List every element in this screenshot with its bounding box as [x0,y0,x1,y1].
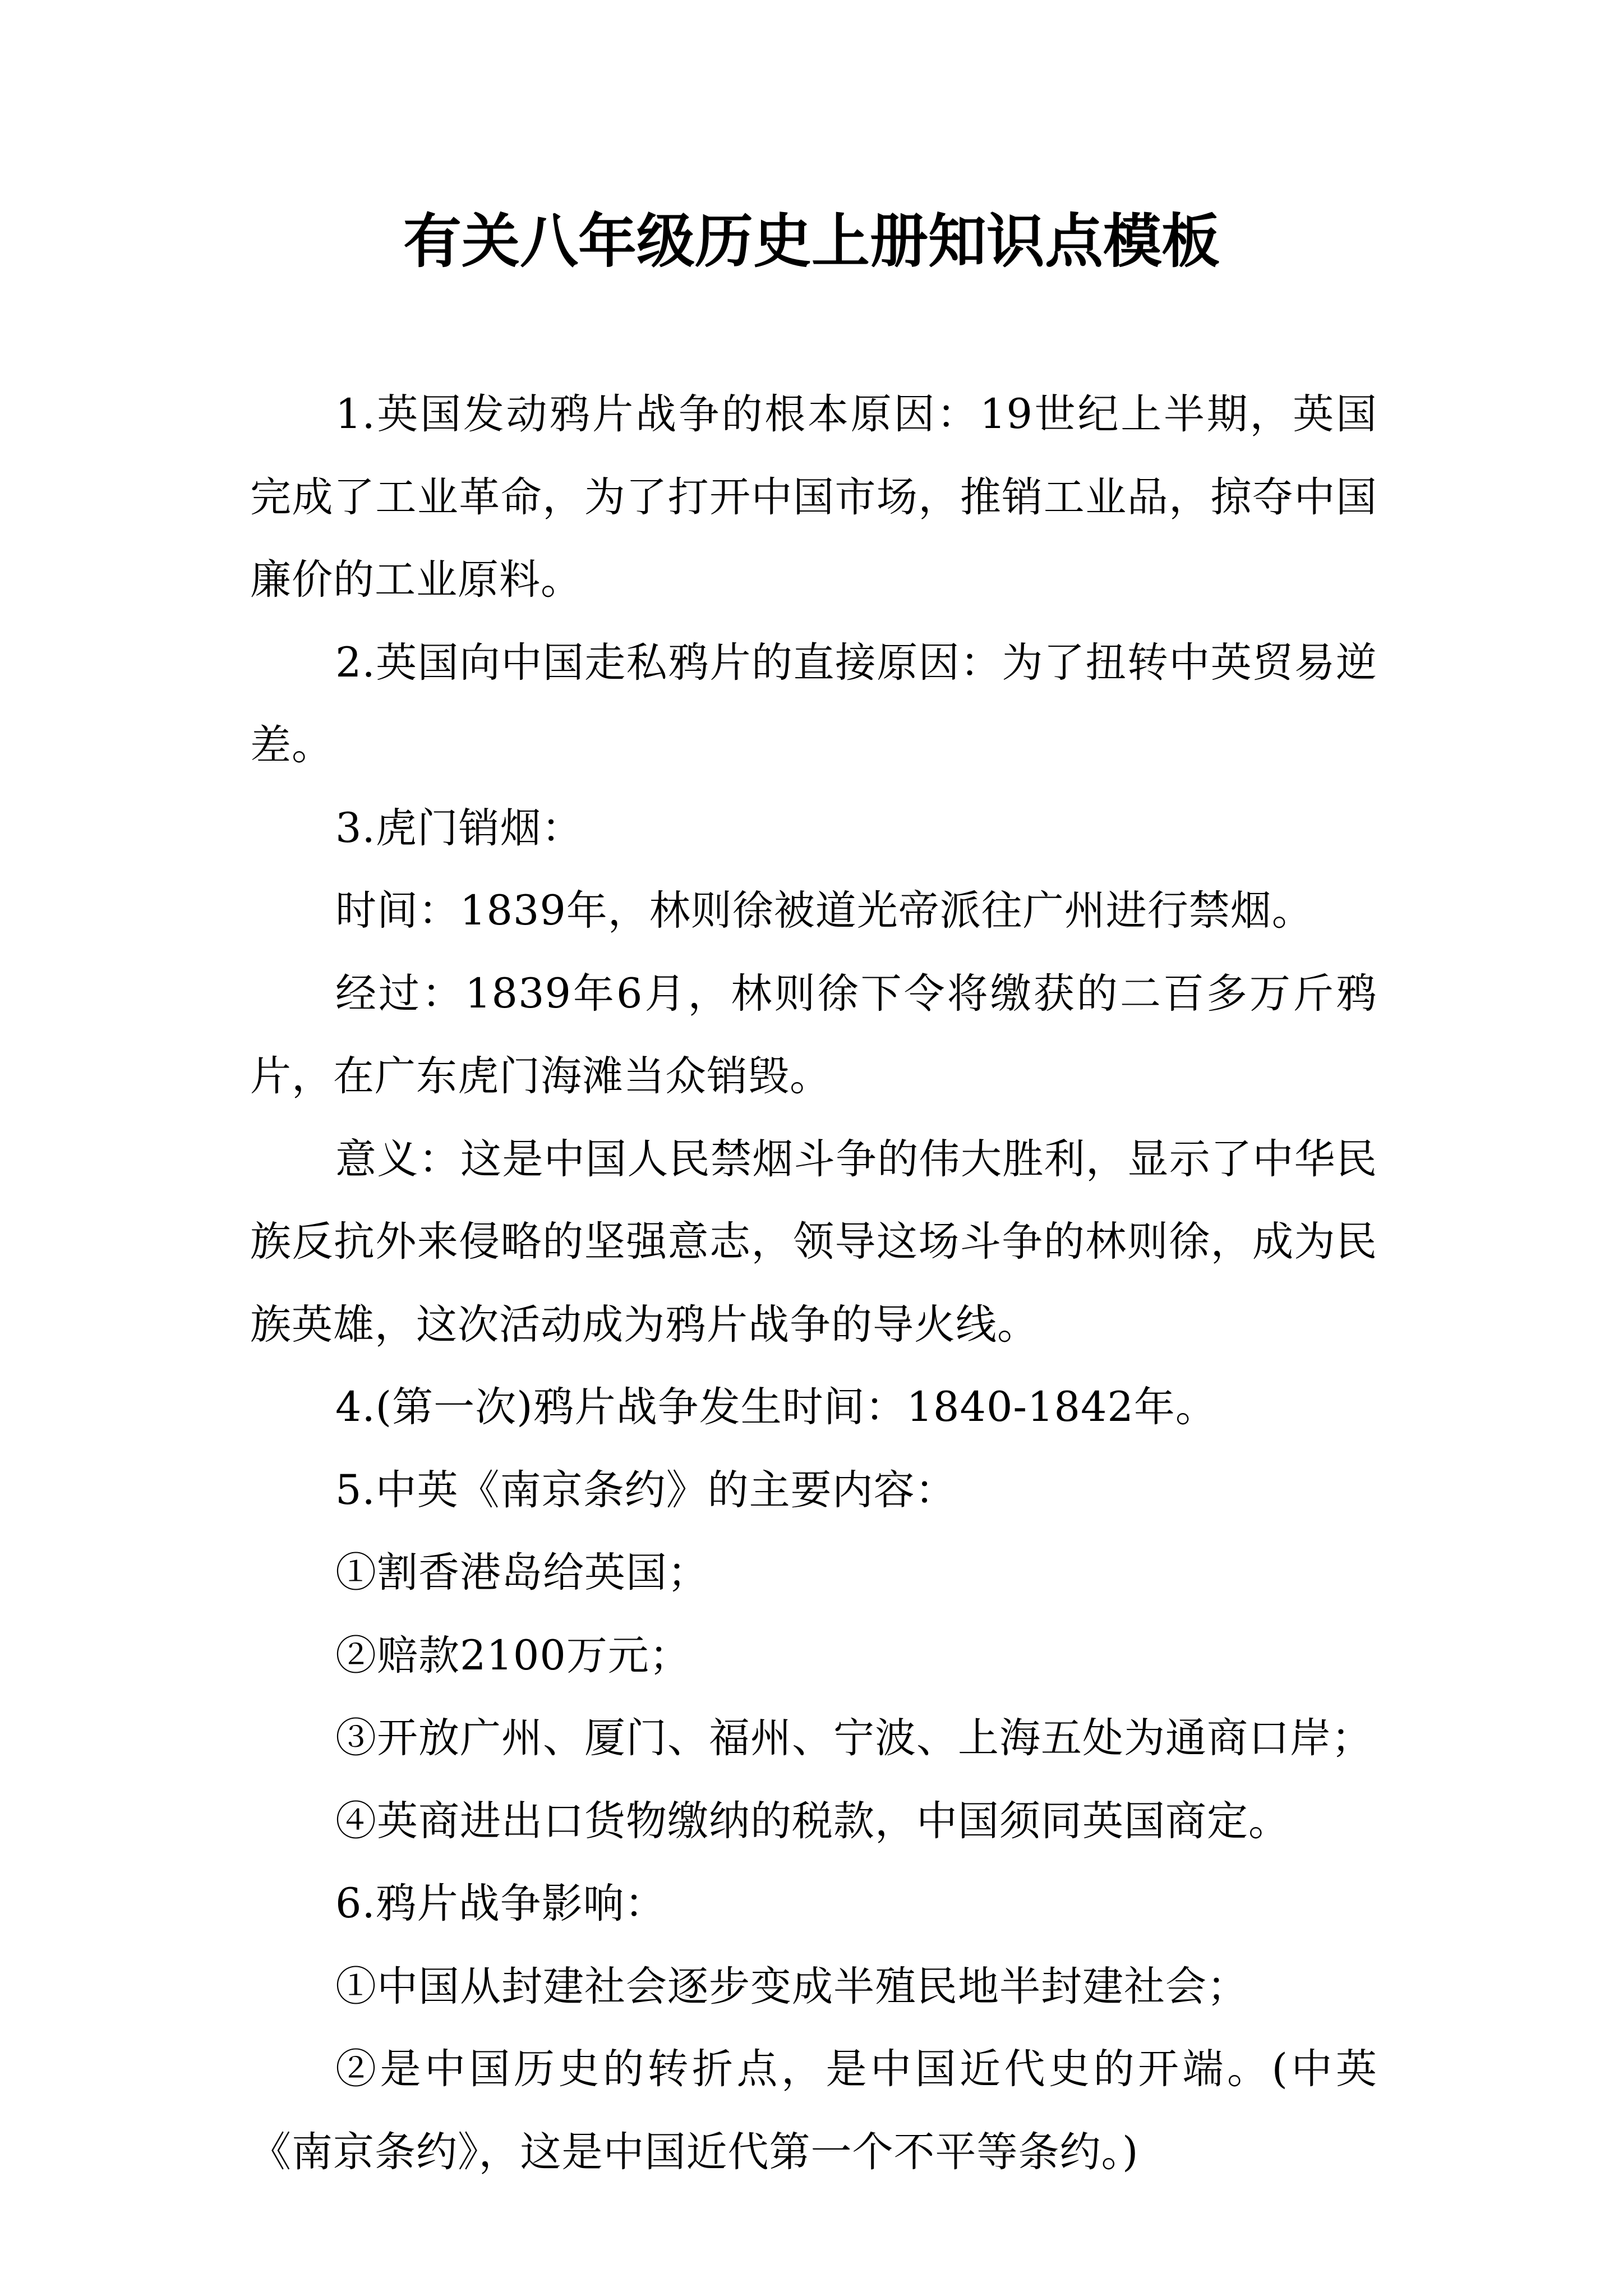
document-body [250,373,1377,2193]
paragraph: 2.英国向中国走私鸦片的直接原因：为了扭转中英贸易逆差。 [250,638,1377,769]
paragraph: ①割香港岛给英国； [335,1549,709,1596]
paragraph: ①中国从封建社会逐步变成半殖民地半封建社会； [335,1962,1248,2010]
paragraph: 经过：1839年6月，林则徐下令将缴获的二百多万斤鸦片，在广东虎门海滩当众销毁。 [250,969,1377,1100]
paragraph: 1.英国发动鸦片战争的根本原因：19世纪上半期，英国完成了工业革命，为了打开中国市场，推销工业品，掠夺中国廉价的工业原料。 [250,390,1377,604]
paragraph: 6.鸦片战争影响： [335,1880,666,1927]
paragraph: ③开放广州、厦门、福州、宁波、上海五处为通商口岸； [335,1714,1373,1762]
paragraph: ④英商进出口货物缴纳的税款，中国须同英国商定。 [335,1797,1290,1845]
paragraph: 时间：1839年，林则徐被道光帝派往广州进行禁烟。 [335,887,1313,935]
paragraph: 3.虎门销烟： [335,804,583,852]
paragraph: 5.中英《南京条约》的主要内容： [335,1466,957,1514]
paragraph: 意义：这是中国人民禁烟斗争的伟大胜利，显示了中华民族反抗外来侵略的坚强意志，领导这场斗争的林则徐，成为民族英雄，这次活动成为鸦片战争的导火线。 [250,1135,1377,1349]
paragraph: ②是中国历史的转折点，是中国近代史的开端。(中英《南京条约》，这是中国近代第一个不平等条约。) [250,2045,1377,2176]
document-title: 有关八年级历史上册知识点模板 [403,207,1220,275]
paragraph: ②赔款2100万元； [335,1631,691,1680]
paragraph: 4.(第一次)鸦片战争发生时间：1840-1842年。 [335,1383,1217,1431]
